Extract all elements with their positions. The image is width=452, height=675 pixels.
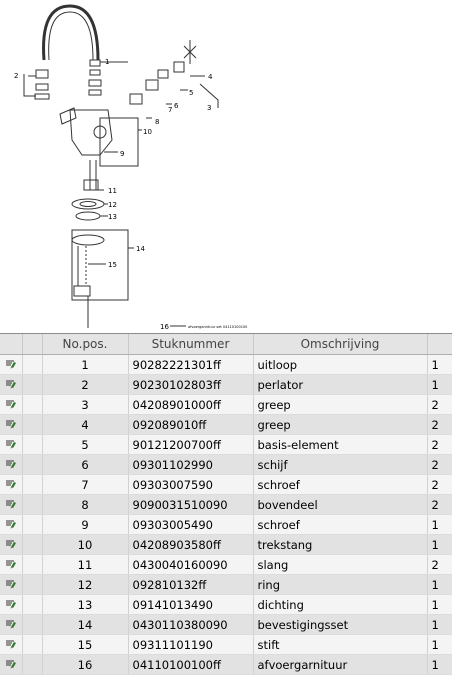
add-to-cart-icon[interactable] [5, 419, 17, 429]
add-to-cart-icon[interactable] [0, 395, 22, 415]
add-to-cart-icon[interactable] [0, 535, 22, 555]
row-pos: 1 [42, 355, 128, 375]
row-qty: 1 [427, 515, 452, 535]
row-qty: 1 [427, 375, 452, 395]
row-pos: 14 [42, 615, 128, 635]
add-to-cart-icon[interactable] [0, 495, 22, 515]
add-to-cart-icon[interactable] [5, 379, 17, 389]
row-qty: 2 [427, 495, 452, 515]
svg-text:afvoergarnituur set 0411010010: afvoergarnituur set 04110100100 [188, 325, 248, 329]
table-row[interactable] [0, 535, 452, 555]
row-description: greep [253, 395, 427, 415]
add-to-cart-icon[interactable] [5, 659, 17, 669]
row-qty: 1 [427, 635, 452, 655]
add-to-cart-icon[interactable] [0, 475, 22, 495]
row-spacer [22, 615, 42, 635]
row-spacer [22, 575, 42, 595]
row-part-number: 04208901000ff [128, 395, 253, 415]
row-spacer [22, 535, 42, 555]
faucet-drawing [0, 0, 452, 333]
row-part-number: 0430110380090 [128, 615, 253, 635]
row-description: stift [253, 635, 427, 655]
row-part-number: 04110100100ff [128, 655, 253, 675]
row-part-number: 04208903580ff [128, 535, 253, 555]
row-spacer [22, 355, 42, 375]
row-pos: 10 [42, 535, 128, 555]
row-description: slang [253, 555, 427, 575]
svg-text:1: 1 [105, 58, 110, 66]
row-description: uitloop [253, 355, 427, 375]
svg-text:13: 13 [108, 213, 117, 221]
row-description: bovendeel [253, 495, 427, 515]
table-row[interactable] [0, 475, 452, 495]
table-row[interactable] [0, 595, 452, 615]
row-part-number: 092089010ff [128, 415, 253, 435]
row-pos: 9 [42, 515, 128, 535]
add-to-cart-icon[interactable] [0, 555, 22, 575]
svg-text:14: 14 [136, 245, 145, 253]
row-part-number: 09303007590 [128, 475, 253, 495]
add-to-cart-icon[interactable] [5, 499, 17, 509]
add-to-cart-icon[interactable] [0, 435, 22, 455]
table-row[interactable] [0, 495, 452, 515]
row-spacer [22, 555, 42, 575]
row-spacer [22, 415, 42, 435]
header-description[interactable]: Omschrijving [253, 334, 427, 355]
add-to-cart-icon[interactable] [5, 599, 17, 609]
add-to-cart-icon[interactable] [5, 639, 17, 649]
row-qty: 2 [427, 475, 452, 495]
header-icon-col [0, 334, 22, 355]
row-qty: 2 [427, 395, 452, 415]
row-description: afvoergarnituur [253, 655, 427, 675]
row-spacer [22, 655, 42, 675]
add-to-cart-icon[interactable] [0, 635, 22, 655]
table-row[interactable] [0, 435, 452, 455]
row-pos: 12 [42, 575, 128, 595]
parts-list [0, 334, 452, 674]
row-spacer [22, 475, 42, 495]
row-pos: 15 [42, 635, 128, 655]
add-to-cart-icon[interactable] [5, 539, 17, 549]
svg-text:4: 4 [208, 73, 213, 81]
svg-text:6: 6 [174, 102, 179, 110]
row-qty: 2 [427, 415, 452, 435]
row-part-number: 9090031510090 [128, 495, 253, 515]
row-spacer [22, 495, 42, 515]
row-pos: 8 [42, 495, 128, 515]
row-description: schroef [253, 475, 427, 495]
header-pos[interactable]: No.pos. [42, 334, 128, 355]
row-pos: 11 [42, 555, 128, 575]
row-part-number: 09141013490 [128, 595, 253, 615]
svg-text:7: 7 [168, 106, 173, 114]
header-blank-col [22, 334, 42, 355]
row-part-number: 90121200700ff [128, 435, 253, 455]
add-to-cart-icon[interactable] [0, 415, 22, 435]
row-qty: 1 [427, 655, 452, 675]
svg-text:5: 5 [189, 89, 194, 97]
row-spacer [22, 595, 42, 615]
row-pos: 5 [42, 435, 128, 455]
add-to-cart-icon[interactable] [5, 459, 17, 469]
add-to-cart-icon[interactable] [0, 655, 22, 675]
row-description: ring [253, 575, 427, 595]
row-part-number: 0430040160090 [128, 555, 253, 575]
svg-text:16: 16 [160, 323, 169, 331]
row-qty: 2 [427, 555, 452, 575]
row-description: basis-element [253, 435, 427, 455]
row-qty: 1 [427, 355, 452, 375]
svg-text:11: 11 [108, 187, 117, 195]
table-row[interactable] [0, 455, 452, 475]
add-to-cart-icon[interactable] [0, 595, 22, 615]
row-spacer [22, 455, 42, 475]
row-qty: 2 [427, 455, 452, 475]
table-row[interactable] [0, 355, 452, 375]
svg-text:12: 12 [108, 201, 117, 209]
table-row[interactable] [0, 375, 452, 395]
row-description: perlator [253, 375, 427, 395]
row-pos: 7 [42, 475, 128, 495]
row-part-number: 09311101190 [128, 635, 253, 655]
table-row[interactable] [0, 515, 452, 535]
svg-text:9: 9 [120, 150, 125, 158]
row-description: greep [253, 415, 427, 435]
row-description: bevestigingsset [253, 615, 427, 635]
parts-table [0, 334, 452, 675]
add-to-cart-icon[interactable] [0, 375, 22, 395]
add-to-cart-icon[interactable] [0, 515, 22, 535]
add-to-cart-icon[interactable] [0, 575, 22, 595]
row-spacer [22, 375, 42, 395]
add-to-cart-icon[interactable] [5, 519, 17, 529]
svg-text:2: 2 [14, 72, 19, 80]
add-to-cart-icon[interactable] [5, 359, 17, 369]
add-to-cart-icon[interactable] [5, 619, 17, 629]
row-description: trekstang [253, 535, 427, 555]
row-pos: 2 [42, 375, 128, 395]
row-spacer [22, 635, 42, 655]
svg-text:3: 3 [207, 104, 212, 112]
add-to-cart-icon[interactable] [5, 479, 17, 489]
table-row[interactable] [0, 635, 452, 655]
row-qty: 1 [427, 615, 452, 635]
add-to-cart-icon[interactable] [0, 615, 22, 635]
table-row[interactable] [0, 615, 452, 635]
add-to-cart-icon[interactable] [5, 579, 17, 589]
table-row[interactable] [0, 395, 452, 415]
svg-text:10: 10 [143, 128, 152, 136]
table-row[interactable] [0, 655, 452, 675]
row-description: dichting [253, 595, 427, 615]
row-pos: 13 [42, 595, 128, 615]
row-spacer [22, 515, 42, 535]
row-part-number: 90282221301ff [128, 355, 253, 375]
header-qty [427, 334, 452, 355]
svg-text:15: 15 [108, 261, 117, 269]
add-to-cart-icon[interactable] [0, 455, 22, 475]
add-to-cart-icon[interactable] [0, 355, 22, 375]
row-pos: 6 [42, 455, 128, 475]
row-qty: 1 [427, 575, 452, 595]
table-row[interactable] [0, 415, 452, 435]
row-spacer [22, 395, 42, 415]
row-part-number: 092810132ff [128, 575, 253, 595]
row-pos: 4 [42, 415, 128, 435]
add-to-cart-icon[interactable] [5, 439, 17, 449]
add-to-cart-icon[interactable] [5, 399, 17, 409]
header-part-number[interactable]: Stuknummer [128, 334, 253, 355]
row-qty: 2 [427, 435, 452, 455]
table-header-row [0, 334, 452, 355]
add-to-cart-icon[interactable] [5, 559, 17, 569]
row-pos: 3 [42, 395, 128, 415]
row-part-number: 90230102803ff [128, 375, 253, 395]
row-description: schroef [253, 515, 427, 535]
row-spacer [22, 435, 42, 455]
row-qty: 1 [427, 535, 452, 555]
exploded-view-diagram [0, 0, 452, 334]
svg-text:8: 8 [155, 118, 160, 126]
row-part-number: 09301102990 [128, 455, 253, 475]
table-row[interactable] [0, 555, 452, 575]
row-part-number: 09303005490 [128, 515, 253, 535]
table-row[interactable] [0, 575, 452, 595]
row-description: schijf [253, 455, 427, 475]
row-qty: 1 [427, 595, 452, 615]
row-pos: 16 [42, 655, 128, 675]
